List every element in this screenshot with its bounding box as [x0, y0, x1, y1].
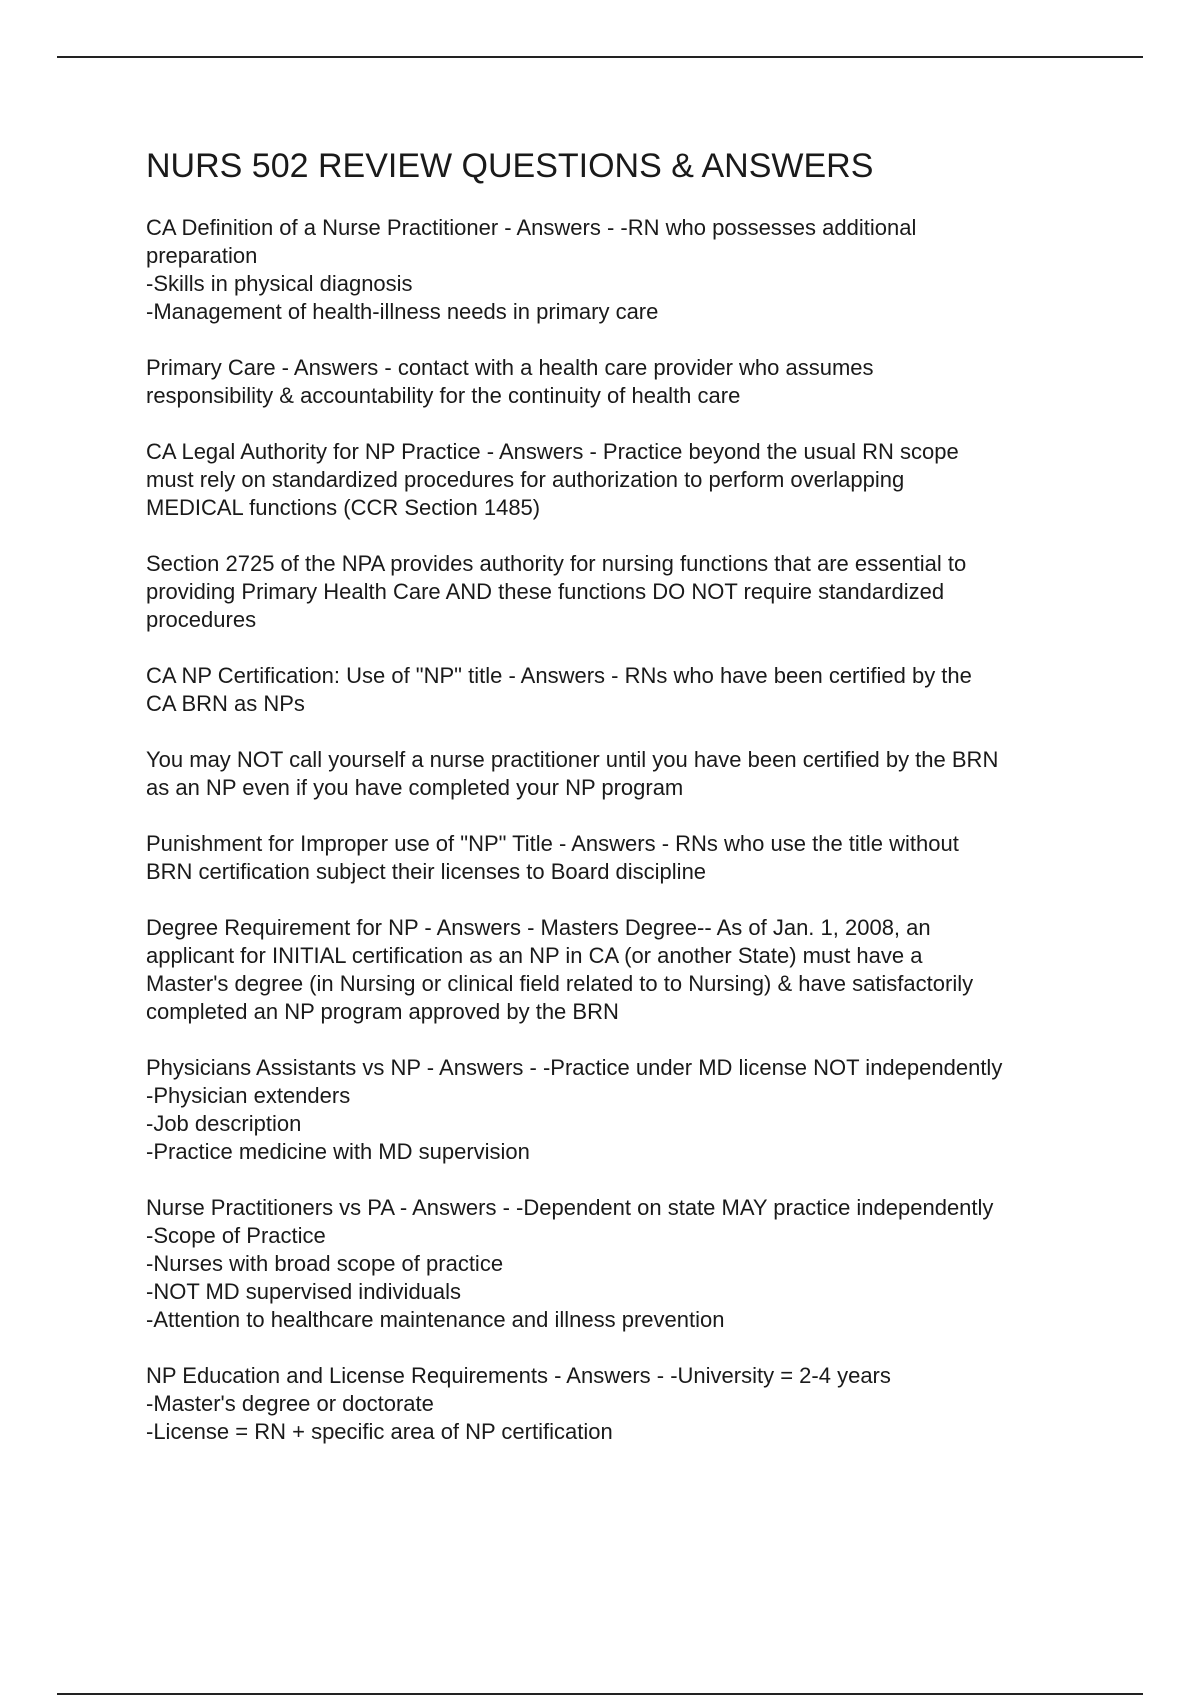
top-divider	[57, 56, 1143, 58]
qa-entry: NP Education and License Requirements - Answers - -University = 2-4 years -Master's degree or doctorate -License = RN + specific area of NP certification	[146, 1363, 891, 1444]
qa-entry: Degree Requirement for NP - Answers - Masters Degree-- As of Jan. 1, 2008, an applicant for INITIAL certification as an NP in CA (or another State) must have a Master's degree (in Nursing or clinical field related to to Nursing) & have satisfactorily completed an NP program approved by the BRN	[146, 915, 974, 1024]
qa-entry: You may NOT call yourself a nurse practitioner until you have been certified by the BRN as an NP even if you have completed your NP program	[146, 747, 999, 800]
qa-entry: Nurse Practitioners vs PA - Answers - -Dependent on state MAY practice independently -Scope of Practice -Nurses with broad scope of practice -NOT MD supervised individuals -Attention to healthcare maintenance and illness prevention	[146, 1195, 994, 1332]
document-body	[146, 142, 1096, 1474]
qa-entry: Section 2725 of the NPA provides authority for nursing functions that are essential to providing Primary Health Care AND these functions DO NOT require standardized procedures	[146, 551, 967, 632]
document-title: NURS 502 REVIEW QUESTIONS & ANSWERS	[146, 147, 874, 185]
bottom-divider	[57, 1693, 1143, 1695]
qa-entry: CA Legal Authority for NP Practice - Answers - Practice beyond the usual RN scope must rely on standardized procedures for authorization to perform overlapping MEDICAL functions (CCR Section 1485)	[146, 439, 959, 520]
qa-entry: CA NP Certification: Use of "NP" title - Answers - RNs who have been certified by the CA BRN as NPs	[146, 663, 972, 716]
qa-entry: Punishment for Improper use of "NP" Title - Answers - RNs who use the title without BRN certification subject their licenses to Board discipline	[146, 831, 959, 884]
qa-entry: CA Definition of a Nurse Practitioner - Answers - -RN who possesses additional preparation -Skills in physical diagnosis -Management of health-illness needs in primary care	[146, 215, 917, 324]
qa-entry: Physicians Assistants vs NP - Answers - -Practice under MD license NOT independently -Physician extenders -Job description -Practice medicine with MD supervision	[146, 1055, 1003, 1164]
qa-entry: Primary Care - Answers - contact with a health care provider who assumes responsibility & accountability for the continuity of health care	[146, 355, 874, 408]
